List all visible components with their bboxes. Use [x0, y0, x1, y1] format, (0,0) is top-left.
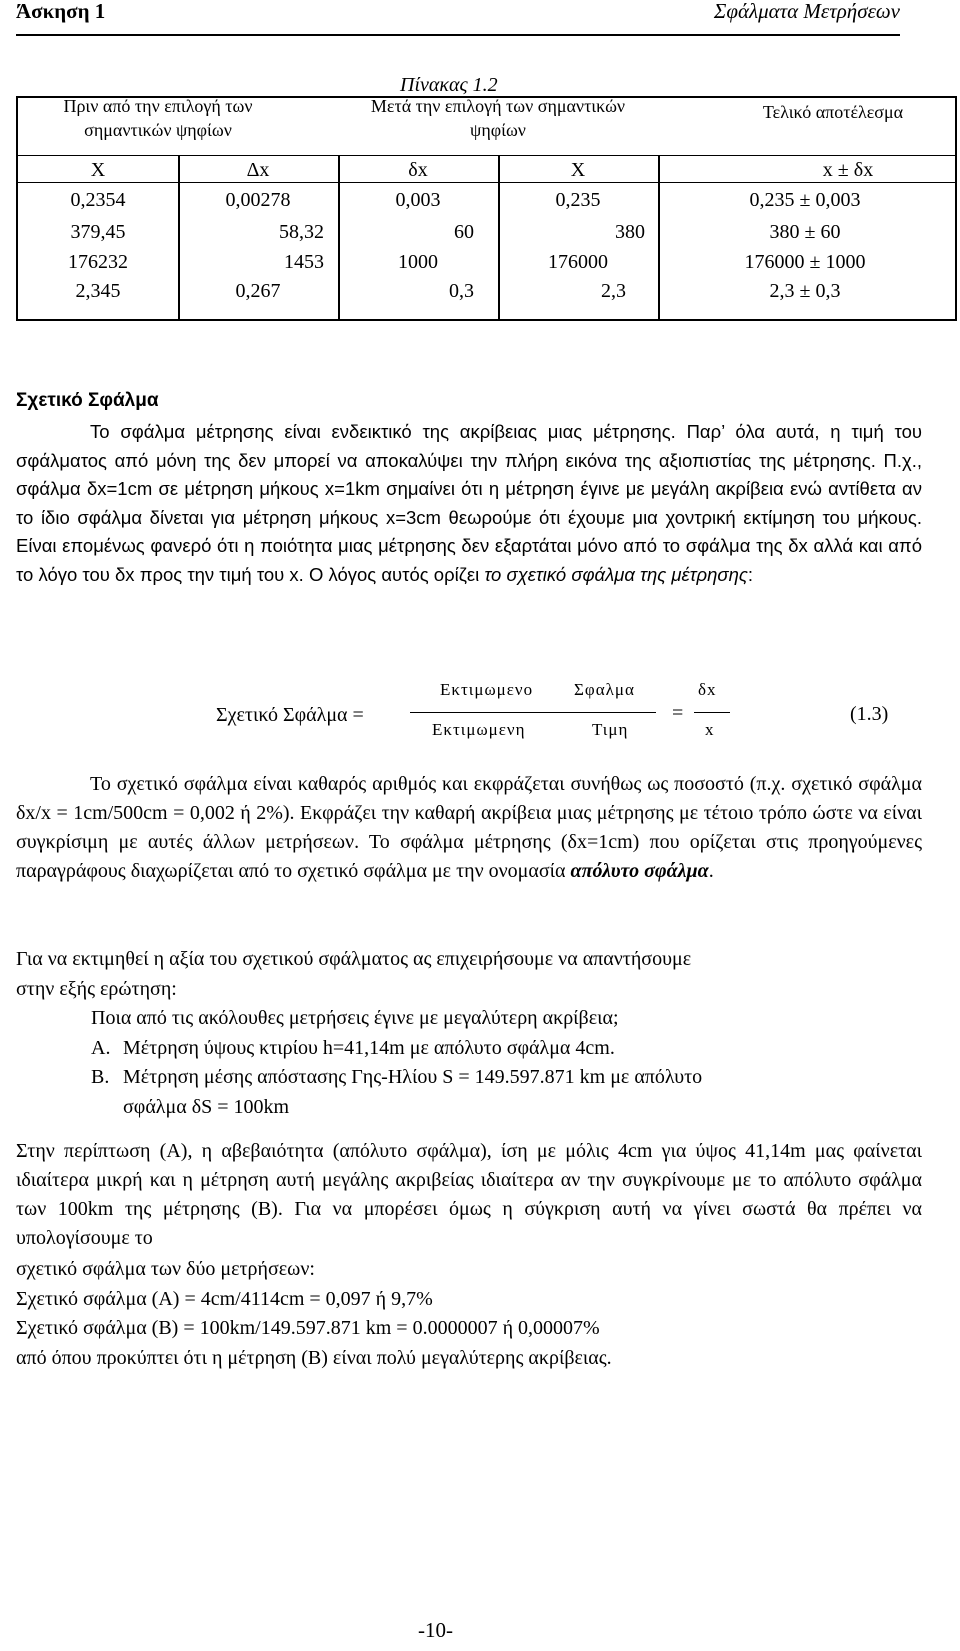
relative-error-explanation [16, 770, 922, 886]
relative-error-paragraph [16, 418, 922, 589]
conclusion-line: από όπου προκύπτει ότι η μέτρηση (Β) είναι πολύ μεγαλύτερης ακρίβειας. [16, 1346, 612, 1369]
question-line: Ποια από τις ακόλουθες μετρήσεις έγινε με μεγαλύτερη ακρίβεια; [91, 1007, 619, 1030]
calc-line-a: Σχετικό σφάλμα (Α) = 4cm/4114cm = 0,097 ή 9,7% [16, 1287, 433, 1310]
question-block [16, 945, 702, 1123]
table-cell: 2,3 [601, 280, 626, 302]
formula-equation-number: (1.3) [850, 703, 889, 725]
formula-lhs: Σχετικό Σφάλμα = [216, 704, 364, 726]
comparison-paragraph: Στην περίπτωση (Α), η αβεβαιότητα (απόλυτο σφάλμα), ίση με μόλις 4cm για ύψος 41,14m μας φαίνεται ιδιαίτερα μικρή και η μέτρηση αυτή μεγάλης ακριβείας ιδιαίτερα αν την συγκρίνουμε με το απόλυτο σφάλμα των 100km της μέτρησης (Β). Για να μπορέσει όμως η σύγκριση αυτή να γίνει σωστά θα πρέπει να υπολογίσουμε το [16, 1140, 922, 1249]
col-header-dx: Δx [246, 159, 270, 181]
paragraph-text: Το σφάλμα μέτρησης είναι ενδεικτικό της ακρίβειας μιας μέτρησης. Παρ’ όλα αυτά, η τιμή του σφάλματος από μόνη της δεν μπορεί να αποκαλύψει την πλήρη εικόνα της αξιοπιστίας της μέτρησης. Π.χ., σφάλμα δx=1cm σε μέτρηση μήκους x=1km σημαίνει ότι η μέτρηση έγινε με μεγάλη ακρίβεια ενώ αντίθετα αν το ίδιο σφάλμα δίνεται για μέτρηση μήκους x=3cm θεωρούμε ότι έχουμε μια χοντρική εκτίμηση του μήκους. Είναι επομένως φανερό ότι η ποιότητα μιας μέτρησης δεν εξαρτάται μόνο από το σφάλμα της δx αλλά και από το λόγο του δx προς την τιμή του x. Ο λόγος αυτός ορίζει [16, 421, 922, 585]
formula-equals: = [672, 702, 684, 724]
table-cell: 0,003 [395, 189, 441, 211]
absolute-error-term: απόλυτο σφάλμα [570, 860, 709, 882]
table-col-border [498, 156, 500, 319]
paragraph-punct: : [747, 563, 753, 585]
measurements-table [16, 96, 957, 321]
option-label: Α. [91, 1036, 111, 1059]
text-line: στην εξής ερώτηση: [16, 977, 177, 1000]
formula-denominator-x: x [705, 720, 715, 739]
col-header-x: X [90, 159, 106, 181]
table-cell: 0,267 [235, 280, 281, 302]
header-chapter-title: Σφάλματα Μετρήσεων [713, 0, 900, 23]
col-header-x-rounded: X [570, 159, 586, 181]
option-b [16, 1063, 702, 1093]
formula-numerator-dx: δx [698, 680, 717, 699]
table-cell: 58,32 [279, 221, 324, 243]
option-label: Β. [91, 1066, 110, 1089]
text-line: σχετικό σφάλμα των δύο μετρήσεων: [16, 1258, 315, 1280]
table-cell: 0,2354 [70, 189, 126, 211]
section-title: Σχετικό Σφάλμα [16, 390, 159, 411]
table-cell: 1453 [284, 251, 324, 273]
table-cell: 0,235 [555, 189, 601, 211]
col-header-result: x ± δx [822, 159, 874, 181]
table-divider-top [18, 155, 955, 156]
table-cell: 0,3 [449, 280, 474, 302]
option-text: Μέτρηση μέσης απόστασης Γης-Ηλίου S = 149.597.871 km με απόλυτο [123, 1066, 703, 1089]
table-cell: 0,00278 [225, 189, 291, 211]
option-text: Μέτρηση ύψους κτιρίου h=41,14m με απόλυτο σφάλμα 4cm. [123, 1036, 615, 1059]
table-cell: 176232 [68, 251, 128, 273]
group-header-before: Πριν από την επιλογή των σημαντικών ψηφίων [63, 96, 253, 140]
formula-fraction-bar [410, 712, 656, 713]
paragraph-punct: . [708, 860, 714, 882]
table-caption: Πίνακας 1.2 [400, 74, 498, 96]
col-header-small-dx: δx [408, 159, 428, 181]
table-cell: 176000 ± 1000 [744, 251, 866, 273]
group-header-after: Μετά την επιλογή των σημαντικών ψηφίων [370, 96, 626, 140]
table-divider-header [18, 182, 955, 183]
table-cell: 0,235 ± 0,003 [749, 189, 861, 211]
calculation-lines [16, 1255, 612, 1373]
table-cell: 176000 [548, 251, 608, 273]
formula-numerator-word2: Σφαλμα [574, 680, 635, 699]
table-cell: 2,345 [75, 280, 121, 302]
table-cell: 60 [454, 221, 474, 243]
table-cell: 2,3 ± 0,3 [769, 280, 841, 302]
header-exercise-title: Άσκηση 1 [16, 0, 106, 23]
paragraph-italic-term: το σχετικό σφάλμα της μέτρησης [484, 563, 748, 585]
formula-denominator-word1: Εκτιμωμενη [432, 720, 526, 739]
table-col-border [338, 156, 340, 319]
table-cell: 380 [615, 221, 645, 243]
table-cell: 380 ± 60 [769, 221, 841, 243]
paragraph-text: Το σχετικό σφάλμα είναι καθαρός αριθμός και εκφράζεται συνήθως ως ποσοστό (π.χ. σχετικό σφάλμα δx/x = 1cm/500cm = 0,002 ή 2%). Εκφράζει την καθαρή ακρίβεια μιας μέτρησης με τέτοιο τρόπο ώστε να είναι συγκρίσιμη με αυτές άλλων μετρήσεων. Το σφάλμα μέτρησης (δx=1cm) που ορίζεται στις προηγούμενες παραγράφους διαχωρίζεται από το σχετικό σφάλμα με την ονομασία [16, 773, 922, 882]
page-header [16, 0, 900, 36]
text-line: Για να εκτιμηθεί η αξία του σχετικού σφάλματος ας επιχειρήσουμε να απαντήσουμε [16, 948, 692, 970]
option-b-continuation: σφάλμα δS = 100km [123, 1095, 290, 1118]
table-cell: 1000 [398, 251, 438, 273]
formula-fraction-bar-2 [694, 712, 730, 713]
formula-numerator-word1: Εκτιμωμενο [440, 680, 534, 699]
table-cell: 379,45 [70, 221, 126, 243]
group-header-final: Τελικό αποτέλεσμα [762, 102, 904, 122]
calc-line-b: Σχετικό σφάλμα (Β) = 100km/149.597.871 km = 0.0000007 ή 0,00007% [16, 1317, 600, 1340]
option-a [16, 1034, 702, 1064]
page-number: -10- [418, 1618, 453, 1642]
formula-denominator-word2: Τιμη [592, 720, 629, 739]
